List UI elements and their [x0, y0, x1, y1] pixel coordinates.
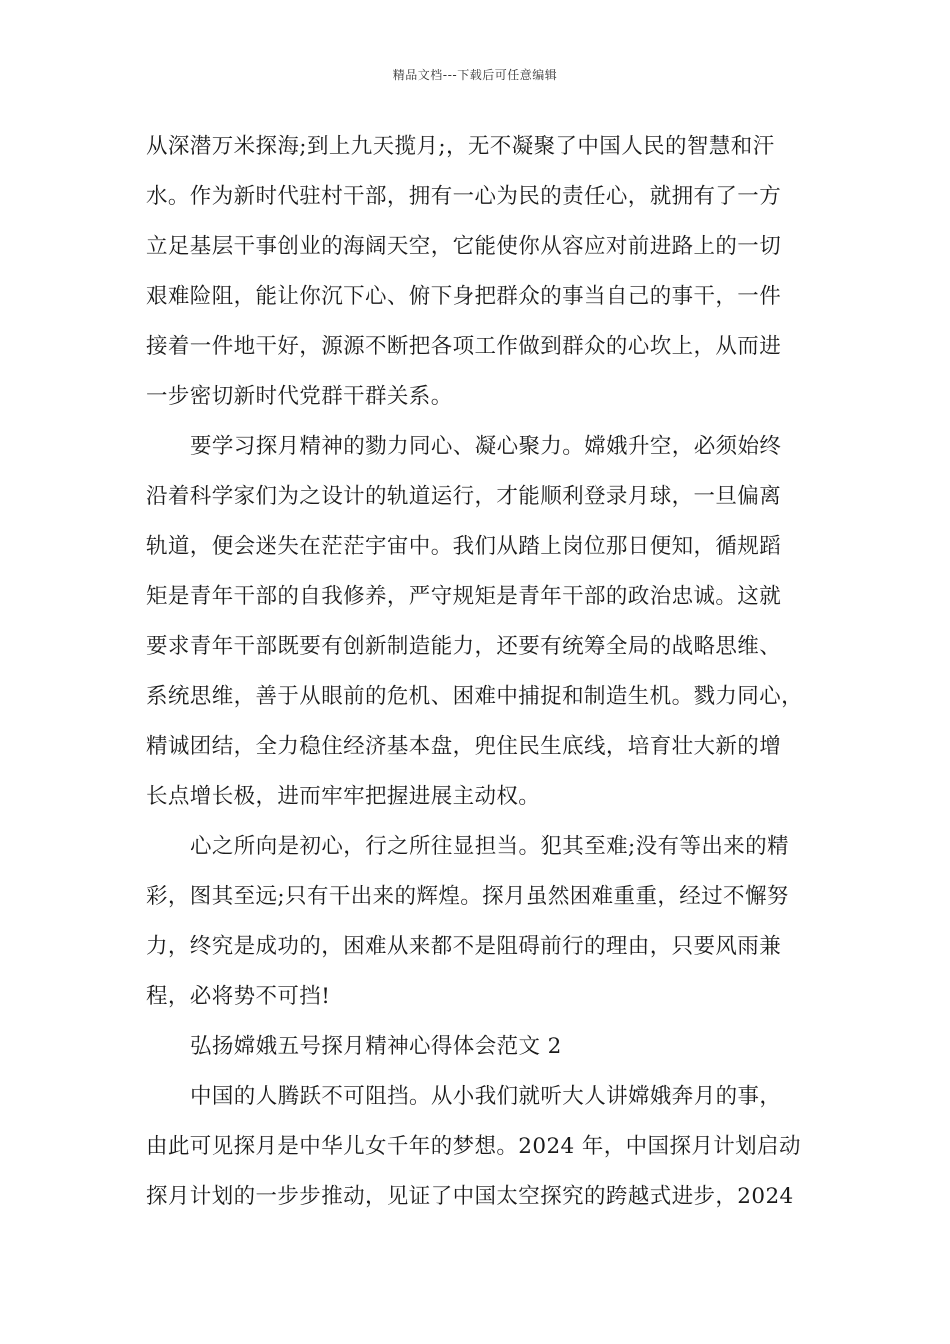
- text-line: 矩是青年干部的自我修养，严守规矩是青年干部的政治忠诚。这就: [146, 584, 782, 609]
- text-line: 程，必将势不可挡!: [146, 984, 331, 1009]
- text-line: 一步密切新时代党群干群关系。: [146, 384, 453, 409]
- text-line: 精诚团结，全力稳住经济基本盘，兜住民生底线，培育壮大新的增: [146, 734, 782, 759]
- text-line: 长点增长极，进而牢牢把握进展主动权。: [146, 784, 541, 809]
- document-body: [146, 122, 826, 1222]
- text-line: 力，终究是成功的，困难从来都不是阻碍前行的理由，只要风雨兼: [146, 934, 782, 959]
- text-line: 心之所向是初心，行之所往显担当。犯其至难;没有等出来的精: [190, 834, 789, 859]
- text-line: 由此可见探月是中华儿女千年的梦想。2024 年，中国探月计划启动: [146, 1134, 801, 1159]
- text-line: 彩，图其至远;只有干出来的辉煌。探月虽然困难重重，经过不懈努: [146, 884, 789, 909]
- text-line: 中国的人腾跃不可阻挡。从小我们就听大人讲嫦娥奔月的事，: [190, 1084, 782, 1109]
- text-line: 接着一件地干好，源源不断把各项工作做到群众的心坎上，从而进: [146, 334, 782, 359]
- text-line: 系统思维，善于从眼前的危机、困难中捕捉和制造生机。戮力同心，: [146, 684, 804, 709]
- text-line: 从深潜万米探海;到上九天揽月;，无不凝聚了中国人民的智慧和汗: [146, 134, 775, 159]
- text-line: 沿着科学家们为之设计的轨道运行，才能顺利登录月球，一旦偏离: [146, 484, 782, 509]
- text-line: 水。作为新时代驻村干部，拥有一心为民的责任心，就拥有了一方: [146, 184, 782, 209]
- running-header: 精品文档---下载后可任意编辑: [392, 68, 558, 82]
- text-line: 立足基层干事创业的海阔天空，它能使你从容应对前进路上的一切: [146, 234, 782, 259]
- text-line: 艰难险阻，能让你沉下心、俯下身把群众的事当自己的事干，一件: [146, 284, 782, 309]
- text-line: 要学习探月精神的勠力同心、凝心聚力。嫦娥升空，必须始终: [190, 434, 782, 459]
- text-line: 轨道，便会迷失在茫茫宇宙中。我们从踏上岗位那日便知，循规蹈: [146, 534, 782, 559]
- text-line: 弘扬嫦娥五号探月精神心得体会范文 2: [190, 1034, 562, 1059]
- text-line: 要求青年干部既要有创新制造能力，还要有统筹全局的战略思维、: [146, 634, 782, 659]
- text-line: 探月计划的一步步推动，见证了中国太空探究的跨越式进步，2024: [146, 1184, 794, 1209]
